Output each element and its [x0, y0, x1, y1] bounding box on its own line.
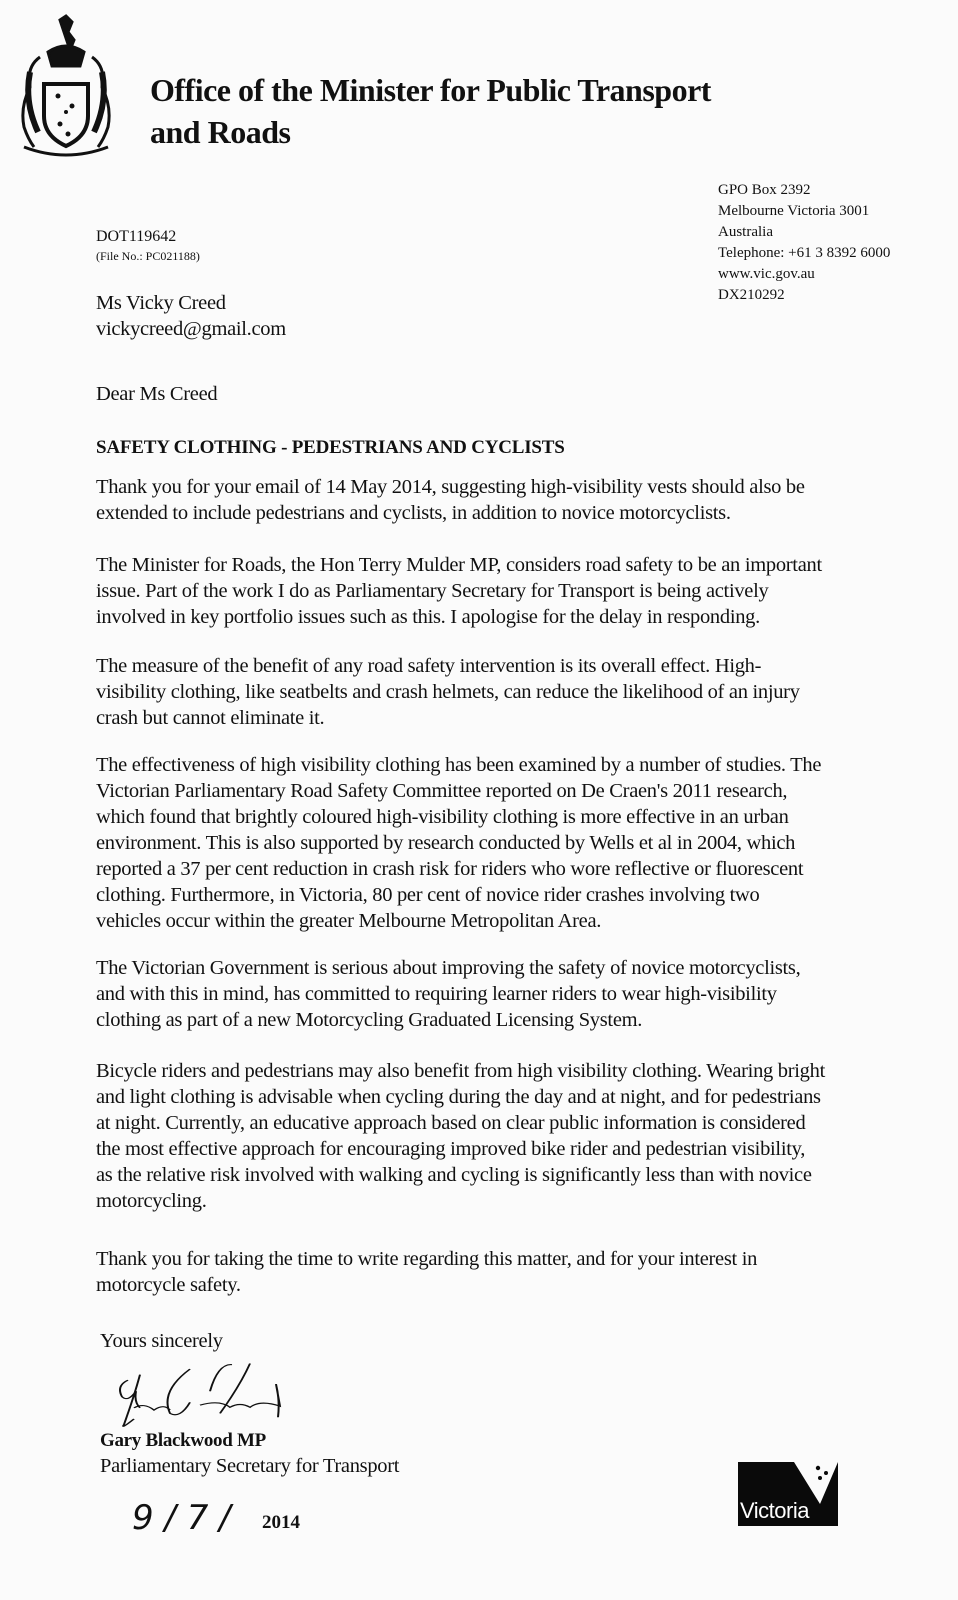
- paragraph-line: clothing. Furthermore, in Victoria, 80 per cent of novice rider crashes involving two: [96, 884, 760, 906]
- paragraph-line: Thank you for your email of 14 May 2014, suggesting high-visibility vests should also be: [96, 476, 805, 498]
- paragraph-line: clothing as part of a new Motorcycling Graduated Licensing System.: [96, 1009, 643, 1031]
- address-line: Melbourne Victoria 3001: [718, 203, 870, 219]
- subject-heading: SAFETY CLOTHING - PEDESTRIANS AND CYCLISTS: [96, 437, 565, 458]
- signatory-title: Parliamentary Secretary for Transport: [100, 1455, 400, 1477]
- paragraph-line: The Minister for Roads, the Hon Terry Mulder MP, considers road safety to be an important: [96, 554, 822, 576]
- paragraph-line: which found that brightly coloured high-visibility clothing is more effective in an urban: [96, 806, 789, 828]
- paragraph-line: and light clothing is advisable when cycling during the day and at night, and for pedestrians: [96, 1086, 821, 1108]
- paragraph-line: The measure of the benefit of any road safety intervention is its overall effect. High-: [96, 655, 762, 677]
- handwritten-date: 9 / 7 /: [132, 1498, 231, 1538]
- body-paragraph: [96, 955, 800, 1033]
- body-paragraph: [96, 1058, 825, 1214]
- paragraph-line: motorcycle safety.: [96, 1274, 241, 1296]
- signatory-name: Gary Blackwood MP: [100, 1430, 266, 1451]
- address-dx: DX210292: [718, 287, 785, 303]
- paragraph-line: extended to include pedestrians and cyclists, in addition to novice motorcyclists.: [96, 502, 731, 524]
- signature-icon: [100, 1358, 310, 1430]
- paragraph-line: visibility clothing, like seatbelts and crash helmets, can reduce the likelihood of an injury: [96, 681, 800, 703]
- closing: Yours sincerely: [100, 1330, 223, 1352]
- paragraph-line: involved in key portfolio issues such as this. I apologise for the delay in responding.: [96, 606, 760, 628]
- paragraph-line: The Victorian Government is serious about improving the safety of novice motorcyclists,: [96, 957, 801, 979]
- paragraph-line: environment. This is also supported by research conducted by Wells et al in 2004, which: [96, 832, 796, 854]
- file-number: (File No.: PC021188): [96, 249, 200, 263]
- paragraph-line: crash but cannot eliminate it.: [96, 707, 325, 729]
- date-year: 2014: [262, 1512, 300, 1533]
- victoria-logo: [738, 1462, 840, 1526]
- address-telephone: Telephone: +61 3 8392 6000: [718, 245, 891, 261]
- address-line: Australia: [718, 224, 773, 240]
- paragraph-line: issue. Part of the work I do as Parliamentary Secretary for Transport is being actively: [96, 580, 769, 602]
- paragraph-line: reported a 37 per cent reduction in crash risk for riders who wore reflective or fluorescent: [96, 858, 804, 880]
- address-website: www.vic.gov.au: [718, 266, 815, 282]
- body-paragraph: [96, 474, 805, 526]
- paragraph-line: Thank you for taking the time to write regarding this matter, and for your interest in: [96, 1248, 758, 1270]
- paragraph-line: as the relative risk involved with walking and cycling is significantly less than with novice: [96, 1164, 812, 1186]
- paragraph-line: motorcycling.: [96, 1190, 207, 1212]
- victoria-coat-of-arms-icon: [10, 12, 122, 157]
- paragraph-line: Victorian Parliamentary Road Safety Committee reported on De Craen's 2011 research,: [96, 780, 788, 802]
- paragraph-line: and with this in mind, has committed to requiring learner riders to wear high-visibility: [96, 983, 777, 1005]
- victoria-logo-text: Victoria: [740, 1498, 809, 1523]
- body-paragraph: [96, 1246, 757, 1298]
- recipient-email: vickycreed@gmail.com: [96, 318, 286, 340]
- letterhead-title: Office of the Minister for Public Transport: [150, 72, 711, 108]
- salutation: Dear Ms Creed: [96, 383, 218, 405]
- sender-address: [718, 180, 890, 306]
- paragraph-line: the most effective approach for encouraging improved bike rider and pedestrian visibility,: [96, 1138, 806, 1160]
- body-paragraph: [96, 752, 821, 934]
- paragraph-line: The effectiveness of high visibility clothing has been examined by a number of studies. The: [96, 754, 822, 776]
- paragraph-line: Bicycle riders and pedestrians may also benefit from high visibility clothing. Wearing bright: [96, 1060, 825, 1082]
- recipient-name: Ms Vicky Creed: [96, 292, 226, 314]
- body-paragraph: [96, 653, 800, 731]
- paragraph-line: vehicles occur within the greater Melbourne Metropolitan Area.: [96, 910, 602, 932]
- body-paragraph: [96, 552, 822, 630]
- document-number: DOT119642: [96, 228, 177, 245]
- paragraph-line: at night. Currently, an educative approach based on clear public information is considered: [96, 1112, 806, 1134]
- letterhead-title-line2: and Roads: [150, 114, 291, 150]
- address-line: GPO Box 2392: [718, 182, 811, 198]
